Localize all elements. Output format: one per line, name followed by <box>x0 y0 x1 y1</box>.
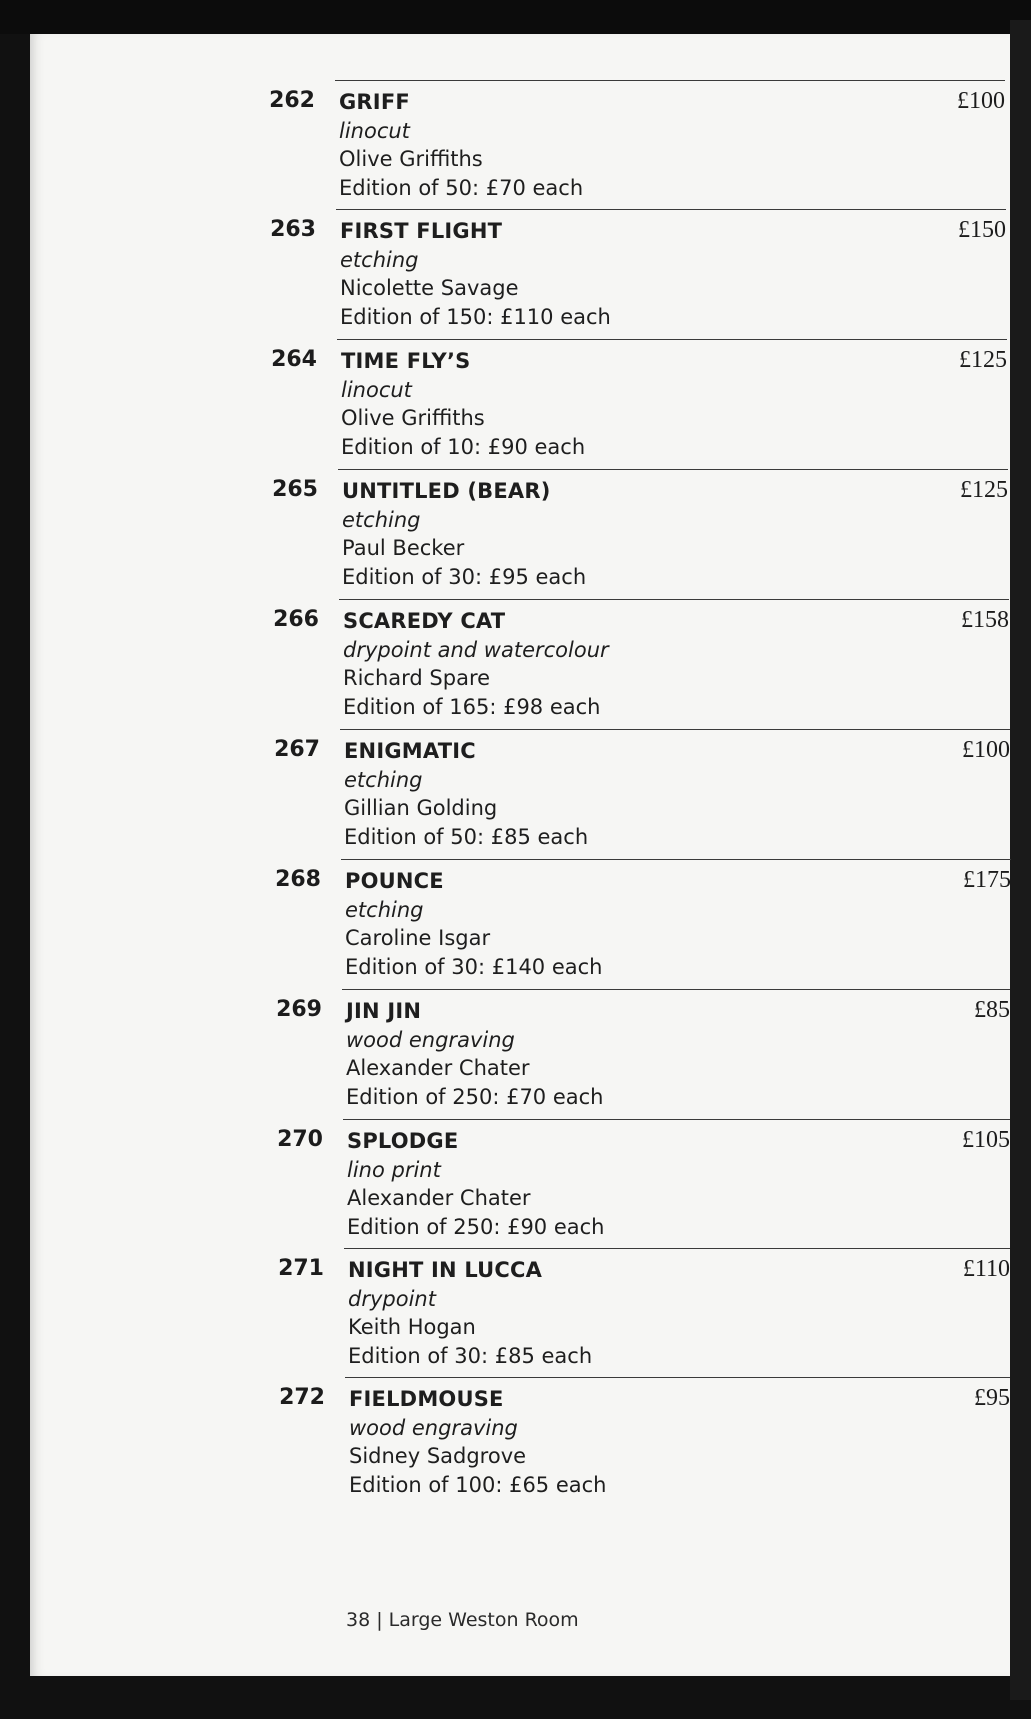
edition-info: Edition of 10: £90 each <box>341 434 586 459</box>
artist-name: Gillian Golding <box>344 796 498 820</box>
artwork-price: £125 <box>959 347 1007 373</box>
entry-details <box>345 867 603 981</box>
artwork-medium: etching <box>342 507 421 532</box>
artist-name: Alexander Chater <box>346 1056 530 1080</box>
entry-details <box>340 217 611 331</box>
artist-name: Olive Griffiths <box>341 406 485 430</box>
artwork-title: FIELDMOUSE <box>349 1387 504 1411</box>
catalogue-entry <box>270 209 1006 339</box>
artwork-medium: lino print <box>347 1157 441 1182</box>
artwork-price: £125 <box>960 477 1008 503</box>
artwork-medium: linocut <box>341 377 412 402</box>
artwork-price: £100 <box>957 88 1005 114</box>
artwork-title: GRIFF <box>339 90 410 114</box>
catalogue-entry <box>276 989 1010 1119</box>
entry-details <box>347 1127 605 1241</box>
entry-divider <box>341 859 1011 860</box>
artwork-title: SCAREDY CAT <box>343 609 506 633</box>
artwork-medium: linocut <box>339 118 410 143</box>
entry-divider <box>338 469 1008 470</box>
entry-details <box>343 607 609 721</box>
artist-name: Caroline Isgar <box>345 926 491 950</box>
artist-name: Richard Spare <box>343 666 491 690</box>
catalogue-entry <box>272 469 1008 599</box>
catalogue-entry <box>277 1119 1010 1249</box>
artwork-title: TIME FLY’S <box>341 349 471 373</box>
scan-top-shadow <box>0 0 1031 34</box>
entry-divider <box>342 989 1010 990</box>
lot-number: 263 <box>270 217 316 242</box>
artwork-price: £105 <box>962 1127 1010 1153</box>
catalogue-entry <box>279 1377 1010 1507</box>
artwork-price: £100 <box>962 737 1010 763</box>
entry-divider <box>344 1248 1010 1249</box>
artwork-title: NIGHT IN LUCCA <box>348 1258 543 1282</box>
entry-divider <box>345 1377 1010 1378</box>
entry-details <box>342 477 586 591</box>
entry-details <box>348 1256 592 1370</box>
lot-number: 269 <box>276 997 322 1022</box>
artwork-medium: wood engraving <box>346 1027 515 1052</box>
edition-info: Edition of 250: £90 each <box>347 1214 605 1239</box>
entry-divider <box>340 729 1010 730</box>
catalogue-entry <box>278 1248 1010 1378</box>
catalogue-entry <box>273 599 1009 729</box>
edition-info: Edition of 150: £110 each <box>340 304 611 329</box>
entry-divider <box>339 599 1009 600</box>
artwork-title: UNTITLED (BEAR) <box>342 479 551 503</box>
edition-info: Edition of 30: £85 each <box>348 1343 593 1368</box>
lot-number: 264 <box>271 347 317 372</box>
entry-divider <box>335 80 1005 81</box>
artwork-title: SPLODGE <box>347 1129 459 1153</box>
artwork-medium: drypoint and watercolour <box>343 637 609 662</box>
entry-details <box>344 737 588 851</box>
edition-info: Edition of 30: £140 each <box>345 954 603 979</box>
page-footer: 38 | Large Weston Room <box>346 1609 579 1631</box>
catalogue-entry <box>275 859 1011 989</box>
catalogue-entry <box>269 80 1005 210</box>
entry-divider <box>343 1119 1010 1120</box>
artwork-medium: wood engraving <box>349 1415 518 1440</box>
artwork-title: FIRST FLIGHT <box>340 219 503 243</box>
lot-number: 271 <box>278 1256 324 1281</box>
artwork-price: £85 <box>974 997 1010 1023</box>
lot-number: 262 <box>269 88 315 113</box>
entry-details <box>346 997 604 1111</box>
edition-info: Edition of 30: £95 each <box>342 564 587 589</box>
lot-number: 267 <box>274 737 320 762</box>
lot-number: 265 <box>272 477 318 502</box>
artwork-price: £158 <box>961 607 1009 633</box>
scan-right-edge <box>1010 20 1031 1700</box>
lot-number: 266 <box>273 607 319 632</box>
artwork-medium: etching <box>340 247 419 272</box>
artist-name: Olive Griffiths <box>339 147 483 171</box>
artist-name: Sidney Sadgrove <box>349 1444 527 1468</box>
catalogue-entry <box>271 339 1007 469</box>
artist-name: Nicolette Savage <box>340 276 519 300</box>
entry-details <box>341 347 585 461</box>
artwork-medium: etching <box>345 897 424 922</box>
artwork-price: £95 <box>974 1385 1010 1411</box>
lot-number: 268 <box>275 867 321 892</box>
lot-number: 272 <box>279 1385 325 1410</box>
artwork-title: ENIGMATIC <box>344 739 476 763</box>
artwork-title: POUNCE <box>345 869 444 893</box>
artist-name: Alexander Chater <box>347 1186 531 1210</box>
artwork-price: £175 <box>963 867 1011 893</box>
entry-divider <box>337 339 1007 340</box>
edition-info: Edition of 165: £98 each <box>343 694 601 719</box>
edition-info: Edition of 100: £65 each <box>349 1472 607 1497</box>
artwork-medium: drypoint <box>348 1286 436 1311</box>
entry-divider <box>336 209 1006 210</box>
lot-number: 270 <box>277 1127 323 1152</box>
artist-name: Paul Becker <box>342 536 465 560</box>
catalogue-entry <box>274 729 1010 859</box>
artwork-price: £150 <box>958 217 1006 243</box>
artwork-title: JIN JIN <box>346 999 422 1023</box>
entry-details <box>339 88 583 202</box>
artwork-price: £110 <box>962 1256 1010 1282</box>
edition-info: Edition of 50: £85 each <box>344 824 589 849</box>
entry-details <box>349 1385 607 1499</box>
edition-info: Edition of 50: £70 each <box>339 175 584 200</box>
edition-info: Edition of 250: £70 each <box>346 1084 604 1109</box>
artwork-medium: etching <box>344 767 423 792</box>
artist-name: Keith Hogan <box>348 1315 476 1339</box>
